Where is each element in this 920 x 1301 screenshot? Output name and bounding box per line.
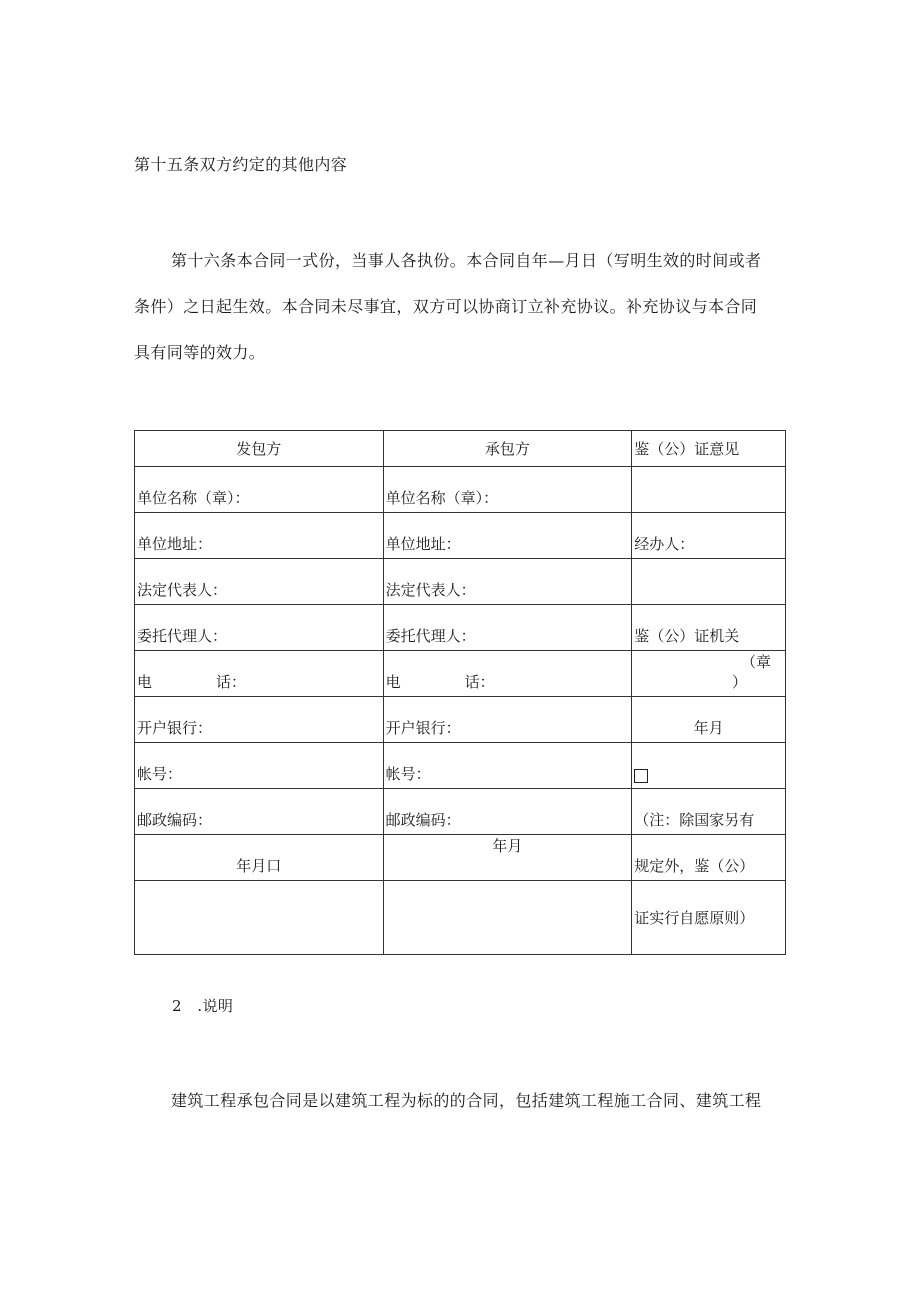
notary-authority: 鉴（公）证机关 <box>632 605 786 651</box>
notary-checkbox-cell <box>632 743 786 789</box>
header-notary-opinion: 鉴（公）证意见 <box>632 431 786 467</box>
contractor-date: 年月 <box>383 835 632 881</box>
notary-handler: 经办人： <box>632 513 786 559</box>
contractor-bank: 开户银行： <box>383 697 632 743</box>
notary-note-1: （注：除国家另有 <box>632 789 786 835</box>
table-row <box>135 559 786 605</box>
signature-table <box>134 430 786 955</box>
table-row <box>135 513 786 559</box>
header-contractor: 承包方 <box>383 431 632 467</box>
table-row <box>135 651 786 697</box>
employer-name: 单位名称（章）： <box>135 467 384 513</box>
table-row <box>135 697 786 743</box>
article-16-line-3: 具有同等的效力。 <box>134 343 266 362</box>
notary-blank-1 <box>632 467 786 513</box>
notary-stamp <box>632 651 786 697</box>
contractor-account: 帐号： <box>383 743 632 789</box>
article-16-line-1: 第十六条本合同一式份，当事人各执份。本合同自年—月日（写明生效的时间或者 <box>171 251 762 270</box>
header-employer: 发包方 <box>135 431 384 467</box>
employer-phone <box>135 651 384 697</box>
contractor-postal: 邮政编码： <box>383 789 632 835</box>
stamp-close: ） <box>731 673 747 691</box>
notary-note-3: 证实行自愿原则） <box>632 881 786 955</box>
phone-label-a: 电 <box>385 673 401 691</box>
employer-bank: 开户银行： <box>135 697 384 743</box>
employer-legal-rep: 法定代表人： <box>135 559 384 605</box>
phone-label-b: 话： <box>216 673 247 691</box>
article-15: 第十五条双方约定的其他内容 <box>134 155 348 174</box>
contractor-phone <box>383 651 632 697</box>
table-row <box>135 789 786 835</box>
checkbox-square-icon <box>634 769 648 783</box>
employer-blank <box>135 881 384 955</box>
employer-postal: 邮政编码： <box>135 789 384 835</box>
table-row <box>135 605 786 651</box>
stamp-open: （章 <box>740 653 771 671</box>
contractor-name: 单位名称（章）： <box>383 467 632 513</box>
contractor-agent: 委托代理人： <box>383 605 632 651</box>
table-row <box>135 881 786 955</box>
table-header-row <box>135 431 786 467</box>
contractor-address: 单位地址： <box>383 513 632 559</box>
phone-label-a: 电 <box>137 673 153 691</box>
article-16 <box>134 238 794 376</box>
employer-address: 单位地址： <box>135 513 384 559</box>
employer-agent: 委托代理人： <box>135 605 384 651</box>
closing-paragraph: 建筑工程承包合同是以建筑工程为标的的合同，包括建筑工程施工合同、建筑工程 <box>171 1091 762 1110</box>
notary-date: 年月 <box>632 697 786 743</box>
contractor-blank <box>383 881 632 955</box>
notary-blank-2 <box>632 559 786 605</box>
notary-note-2: 规定外，鉴（公） <box>632 835 786 881</box>
contractor-legal-rep: 法定代表人： <box>383 559 632 605</box>
article-16-line-2: 条件）之日起生效。本合同未尽事宜，双方可以协商订立补充协议。补充协议与本合同 <box>134 297 758 316</box>
table-row <box>135 743 786 789</box>
employer-date: 年月口 <box>135 835 384 881</box>
table-row <box>135 467 786 513</box>
employer-account: 帐号： <box>135 743 384 789</box>
phone-label-b: 话： <box>464 673 495 691</box>
table-row <box>135 835 786 881</box>
section-2-heading: 2 .说明 <box>172 997 234 1015</box>
